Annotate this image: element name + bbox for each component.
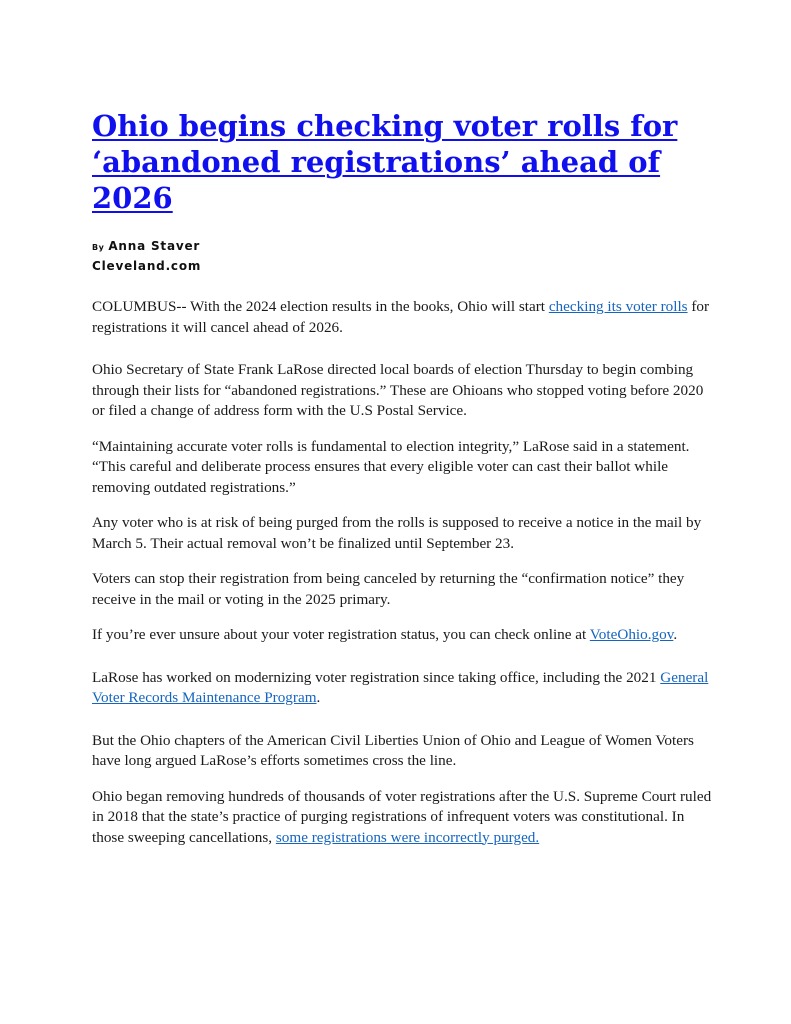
paragraph-5: Voters can stop their registration from being canceled by returning the “confirmation notice” they receive in the mail or voting in the 2025 primary. (92, 570, 685, 608)
paragraph-text: LaRose has worked on modernizing voter registration since taking office, including the 2021 (92, 668, 661, 686)
paragraph-7 (92, 668, 712, 709)
article-body (92, 297, 712, 848)
paragraph-1 (92, 297, 712, 338)
article (92, 108, 712, 848)
paragraph-3: “Maintaining accurate voter rolls is fundamental to election integrity,” LaRose said in a statement. “This careful and deliberate process ensures that every eligible voter can cast their ballot while removing outdated registrations.” (92, 437, 690, 496)
paragraph-text: . (316, 689, 321, 706)
voteohio-link[interactable]: VoteOhio.gov (589, 626, 674, 643)
paragraph-6 (92, 625, 712, 646)
byline-prefix: By (92, 243, 105, 252)
article-headline-link[interactable]: Ohio begins checking voter rolls for ‘abandoned registrations’ ahead of 2026 (92, 109, 678, 215)
paragraph-8: But the Ohio chapters of the American Civil Liberties Union of Ohio and League of Women Voters have long argued LaRose’s efforts sometimes cross the line. (92, 731, 694, 769)
paragraph-9 (92, 787, 712, 849)
paragraph-text: . (673, 626, 678, 643)
outlet-name: Cleveland.com (92, 259, 202, 273)
maintenance-program-link[interactable]: General Voter Records Maintenance Program (92, 668, 709, 706)
paragraph-text: COLUMBUS-- With the 2024 election results in the books, Ohio will start (92, 298, 549, 315)
paragraph-text: for registrations it will cancel ahead of 2026. (92, 298, 710, 336)
incorrectly-purged-link[interactable]: some registrations were incorrectly purged. (275, 828, 540, 846)
paragraph-4: Any voter who is at risk of being purged from the rolls is supposed to receive a notice in the mail by March 5. Their actual removal won’t be finalized until September 23. (92, 514, 702, 552)
author-name: Anna Staver (108, 239, 201, 253)
paragraph-text: If you’re ever unsure about your voter registration status, you can check online at (92, 626, 590, 643)
paragraph-2: Ohio Secretary of State Frank LaRose directed local boards of election Thursday to begin combing through their lists for “abandoned registrations.” These are Ohioans who stopped voting before 2020 or filed a change of address form with the U.S Postal Service. (92, 361, 704, 419)
checking-voter-rolls-link[interactable]: checking its voter rolls (548, 298, 688, 315)
paragraph-text: Ohio began removing hundreds of thousands of voter registrations after the U.S. Supreme Court ruled in 2018 that the state’s practice of purging registrations of infrequent voters was constitutional. In those sweeping cancellations, (92, 787, 712, 846)
byline (92, 236, 712, 275)
